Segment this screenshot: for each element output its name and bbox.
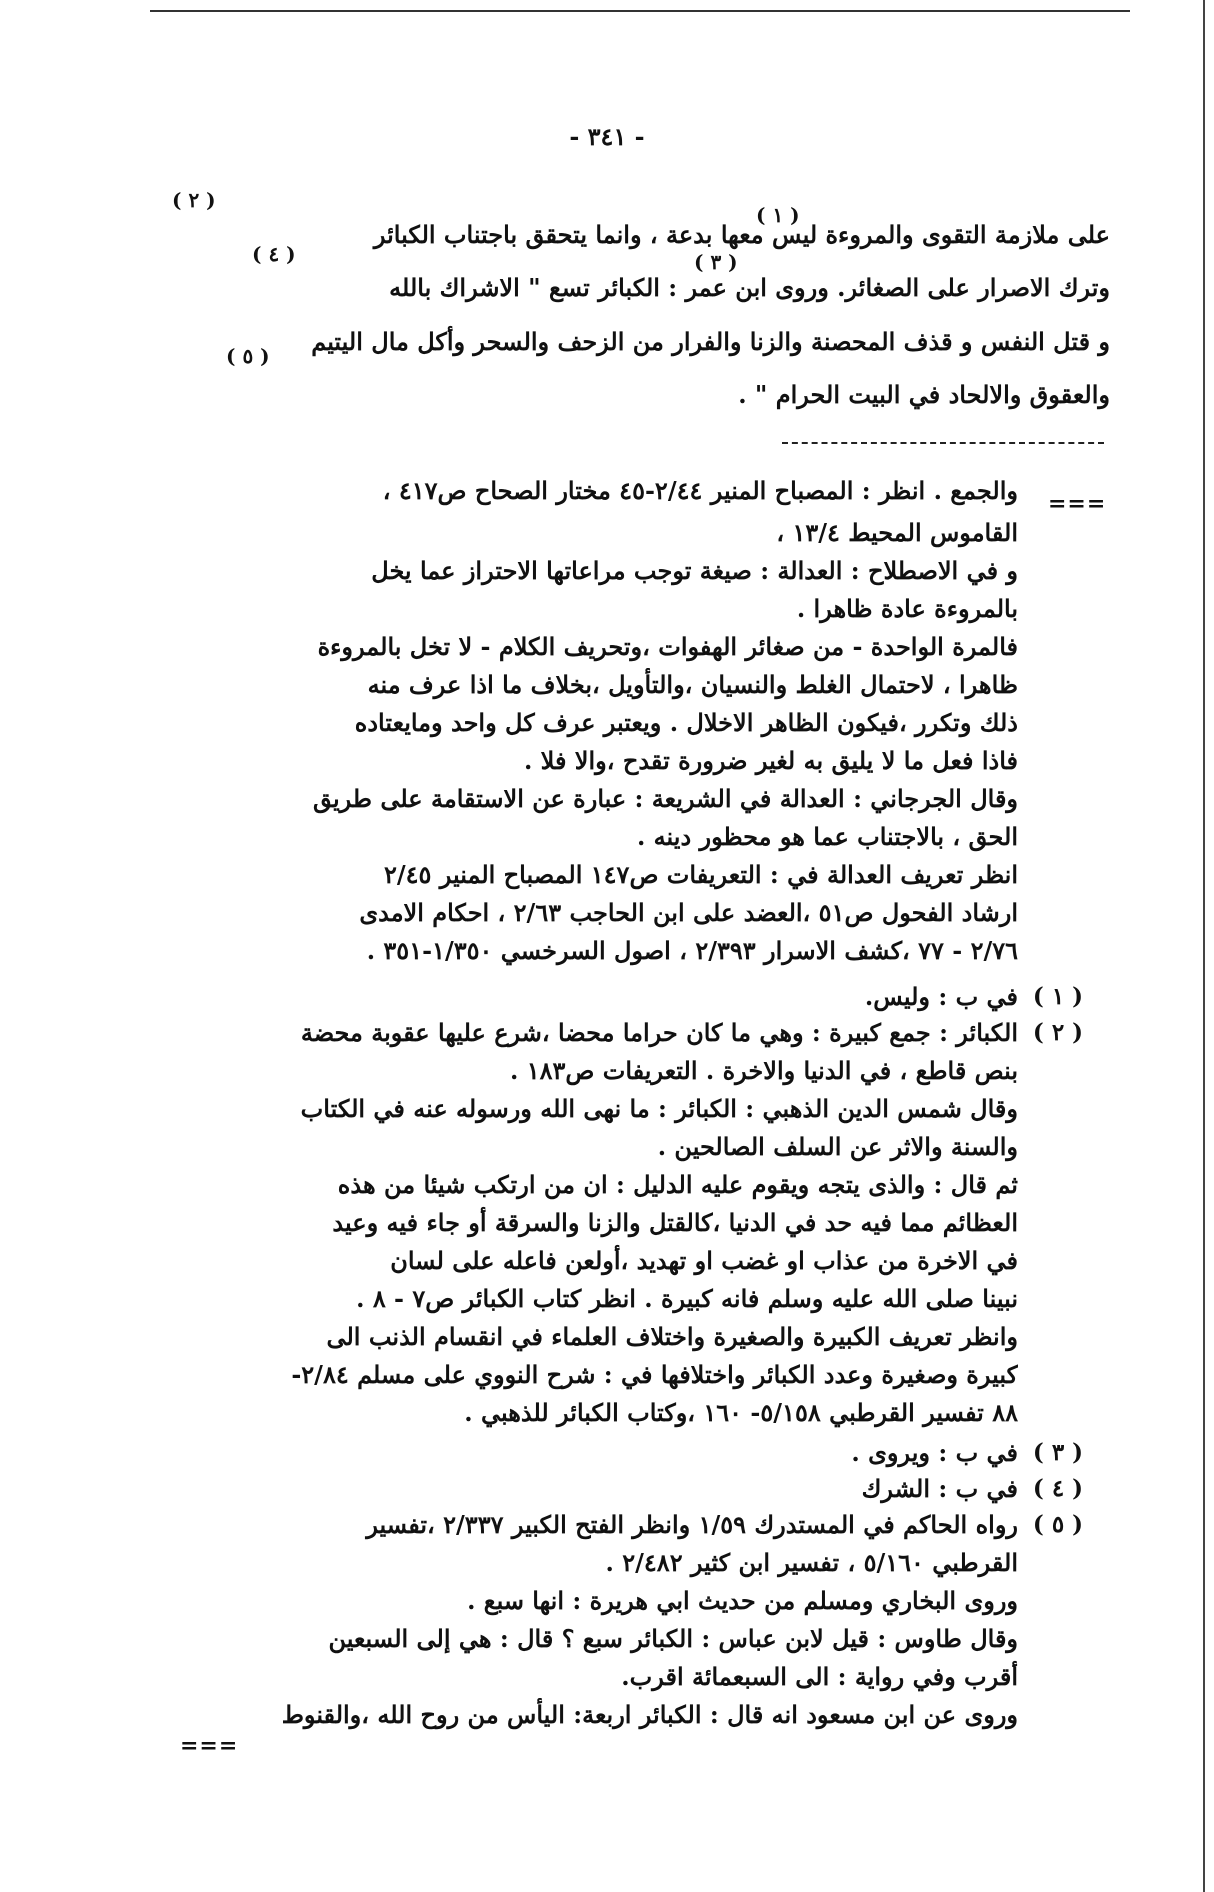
footnote-line: وروى عن ابن مسعود انه قال : الكبائر اربعة: اليأس من روح الله ،والقنوط <box>281 1700 1018 1729</box>
footnote-line: نبينا صلى الله عليه وسلم فانه كبيرة . انظر كتاب الكبائر ص٧ - ٨ . <box>356 1284 1018 1313</box>
footnote-line: القرطبي ٥/١٦٠ ، تفسير ابن كثير ٢/٤٨٢ . <box>605 1548 1018 1577</box>
footnote-line: فاذا فعل ما لا يليق به لغير ضرورة تقدح ،والا فلا . <box>523 746 1018 775</box>
footnote-line: والجمع . انظر : المصباح المنير ٢/٤٤-٤٥ مختار الصحاح ص٤١٧ ، <box>382 476 1018 505</box>
footnote-line: وروى البخاري ومسلم من حديث ابي هريرة : انها سبع . <box>467 1586 1018 1615</box>
footnote-separator <box>782 442 1104 444</box>
footnote-line: في الاخرة من عذاب او غضب او تهديد ،أولعن فاعله على لسان <box>390 1246 1018 1275</box>
continuation-mark: === <box>1048 491 1107 517</box>
scan-top-edge <box>150 10 1130 12</box>
main-marker-2: ( ٢ ) <box>172 188 216 212</box>
footnote-line: بالمروءة عادة ظاهرا . <box>796 594 1018 623</box>
main-marker-4: ( ٤ ) <box>252 242 296 266</box>
footnote-line: والسنة والاثر عن السلف الصالحين . <box>657 1132 1018 1161</box>
main-line-2: وترك الاصرار على الصغائر. وروى ابن عمر : الكبائر تسع " الاشراك بالله <box>389 273 1110 302</box>
main-marker-5: ( ٥ ) <box>226 344 270 368</box>
footnote-line: وقال طاوس : قيل لابن عباس : الكبائر سبع ؟ قال : هي إلى السبعين <box>328 1624 1018 1653</box>
footnote-line: ظاهرا ، لاحتمال الغلط والنسيان ،والتأويل ،بخلاف ما اذا عرف منه <box>367 670 1018 699</box>
footnote-line: و في الاصطلاح : العدالة : صيغة توجب مراعاتها الاحتراز عما يخل <box>371 556 1018 585</box>
footnote-line: في ب : ويروى . <box>851 1438 1018 1467</box>
page-number: - ٣٤١ - <box>569 122 645 151</box>
footnote-line: وقال شمس الدين الذهبي : الكبائر : ما نهى الله ورسوله عنه في الكتاب <box>300 1094 1018 1123</box>
footnote-line: الكبائر : جمع كبيرة : وهي ما كان حراما محضا ،شرع عليها عقوبة محضة <box>300 1018 1018 1047</box>
footnote-number-1: ( ١ ) <box>1032 983 1084 1010</box>
footnote-line: القاموس المحيط ١٣/٤ ، <box>776 518 1018 547</box>
footnote-line: فالمرة الواحدة - من صغائر الهفوات ،وتحريف الكلام - لا تخل بالمروءة <box>317 632 1018 661</box>
footnote-number-5: ( ٥ ) <box>1032 1511 1084 1538</box>
footnote-line: العظائم مما فيه حد في الدنيا ،كالقتل والزنا والسرقة أو جاء فيه وعيد <box>332 1208 1018 1237</box>
footnote-line: في ب : وليس. <box>864 982 1018 1011</box>
footnote-line: ذلك وتكرر ،فيكون الظاهر الاخلال . ويعتبر عرف كل واحد ومايعتاده <box>354 708 1018 737</box>
end-mark: === <box>180 1733 239 1759</box>
main-marker-1: ( ١ ) <box>756 203 800 227</box>
footnote-number-2: ( ٢ ) <box>1032 1019 1084 1046</box>
footnote-line: ٢/٧٦ - ٧٧ ،كشف الاسرار ٢/٣٩٣ ، اصول السرخسي ١/٣٥٠-٣٥١ . <box>366 936 1018 965</box>
footnote-line: وانظر تعريف الكبيرة والصغيرة واختلاف العلماء في انقسام الذنب الى <box>326 1322 1018 1351</box>
footnote-line: ارشاد الفحول ص٥١ ،العضد على ابن الحاجب ٢/٦٣ ، احكام الامدى <box>359 898 1018 927</box>
footnote-number-3: ( ٣ ) <box>1032 1439 1084 1466</box>
main-line-1: على ملازمة التقوى والمروءة ليس معها بدعة ، وانما يتحقق باجتناب الكبائر <box>373 220 1110 249</box>
main-line-3: و قتل النفس و قذف المحصنة والزنا والفرار من الزحف والسحر وأكل مال اليتيم <box>311 327 1110 356</box>
footnote-line: رواه الحاكم في المستدرك ١/٥٩ وانظر الفتح الكبير ٢/٣٣٧ ،تفسير <box>366 1510 1018 1539</box>
footnote-line: الحق ، بالاجتناب عما هو محظور دينه . <box>636 822 1018 851</box>
footnote-line: كبيرة وصغيرة وعدد الكبائر واختلافها في : شرح النووي على مسلم ٢/٨٤- <box>291 1360 1018 1389</box>
footnote-line: في ب : الشرك <box>861 1474 1018 1503</box>
main-line-4: والعقوق والالحاد في البيت الحرام " . <box>738 380 1110 409</box>
footnote-line: بنص قاطع ، في الدنيا والاخرة . التعريفات ص١٨٣ . <box>510 1056 1018 1085</box>
footnote-line: أقرب وفي رواية : الى السبعمائة اقرب. <box>621 1662 1018 1691</box>
footnote-number-4: ( ٤ ) <box>1032 1475 1084 1502</box>
main-marker-3: ( ٣ ) <box>694 250 738 274</box>
scan-right-edge <box>1203 0 1205 1892</box>
footnote-line: انظر تعريف العدالة في : التعريفات ص١٤٧ المصباح المنير ٢/٤٥ <box>383 860 1018 889</box>
footnote-line: وقال الجرجاني : العدالة في الشريعة : عبارة عن الاستقامة على طريق <box>312 784 1018 813</box>
footnote-line: ٨٨ تفسير القرطبي ٥/١٥٨- ١٦٠ ،وكتاب الكبائر للذهبي . <box>464 1398 1018 1427</box>
footnote-line: ثم قال : والذى يتجه ويقوم عليه الدليل : ان من ارتكب شيئا من هذه <box>337 1170 1018 1199</box>
